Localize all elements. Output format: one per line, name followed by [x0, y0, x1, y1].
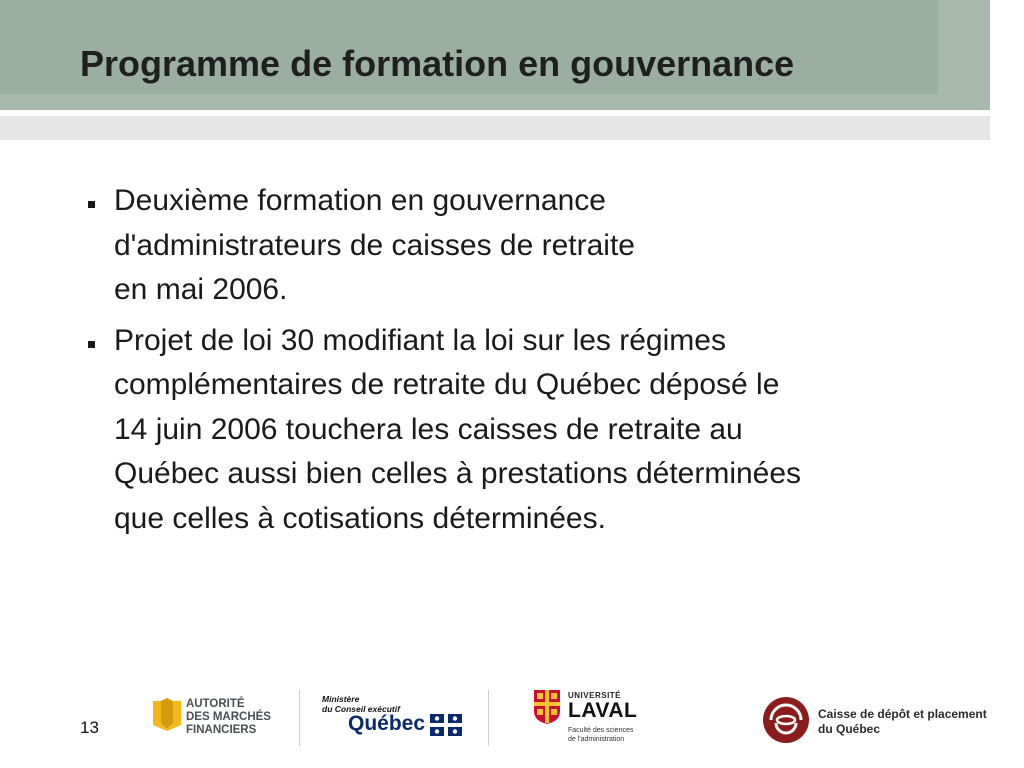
bullet-square-icon: [88, 341, 95, 348]
amf-logo-icon: [152, 697, 182, 731]
mce-logo: [318, 694, 468, 744]
amf-line-2: DES MARCHÉS: [186, 711, 271, 723]
cdp-line-2: du Québec: [818, 722, 881, 736]
bullet-line: Deuxième formation en gouvernance: [114, 184, 606, 217]
bullet-square-icon: [88, 201, 95, 208]
laval-faculty-line-1: Faculté des sciences: [568, 727, 634, 734]
amf-logo: [148, 692, 278, 744]
bullet-line: en mai 2006.: [114, 273, 288, 306]
cdp-logo-text: [818, 707, 987, 737]
cdp-line-1: Caisse de dépôt et placement: [818, 707, 987, 721]
bullet-line: Québec aussi bien celles à prestations déterminées: [114, 457, 802, 490]
bullet-item: [86, 319, 986, 542]
cdp-logo-icon: [762, 696, 810, 744]
quebec-flag-icon: [430, 714, 462, 736]
logo-divider: [488, 690, 489, 746]
laval-crest-icon: [533, 689, 561, 725]
page-number: 13: [80, 718, 99, 737]
amf-line-1: AUTORITÉ: [186, 698, 245, 710]
amf-line-3: FINANCIERS: [186, 724, 257, 736]
bullet-line: d'administrateurs de caisses de retraite: [114, 228, 635, 262]
cdp-logo: [762, 696, 1002, 748]
bullet-line: 14 juin 2006 touchera les caisses de retraite au: [114, 412, 743, 446]
bullet-line: Projet de loi 30 modifiant la loi sur les régimes: [114, 323, 726, 357]
mce-line-1: Ministère: [322, 694, 360, 704]
laval-logo: [530, 688, 650, 748]
slide-title: Programme de formation en gouvernance: [80, 43, 795, 84]
bullet-list: [86, 179, 986, 547]
bullet-line: complémentaires de retraite du Québec déposé le: [114, 368, 780, 401]
laval-faculty-line-2: de l'administration: [568, 736, 625, 743]
logo-divider: [299, 690, 300, 746]
mce-text: [322, 694, 400, 714]
laval-faculty-text: [568, 726, 633, 744]
bullet-line: que celles à cotisations déterminées.: [114, 501, 606, 535]
bullet-item: [86, 179, 986, 313]
mce-line-2: du Conseil exécutif: [322, 704, 400, 714]
mce-quebec-wordmark: Québec: [348, 712, 426, 735]
laval-wordmark: LAVAL: [568, 699, 638, 722]
laval-university-label: UNIVERSITÉ: [568, 691, 622, 700]
title-underline-band: [0, 116, 990, 140]
amf-logo-text: [186, 698, 271, 737]
